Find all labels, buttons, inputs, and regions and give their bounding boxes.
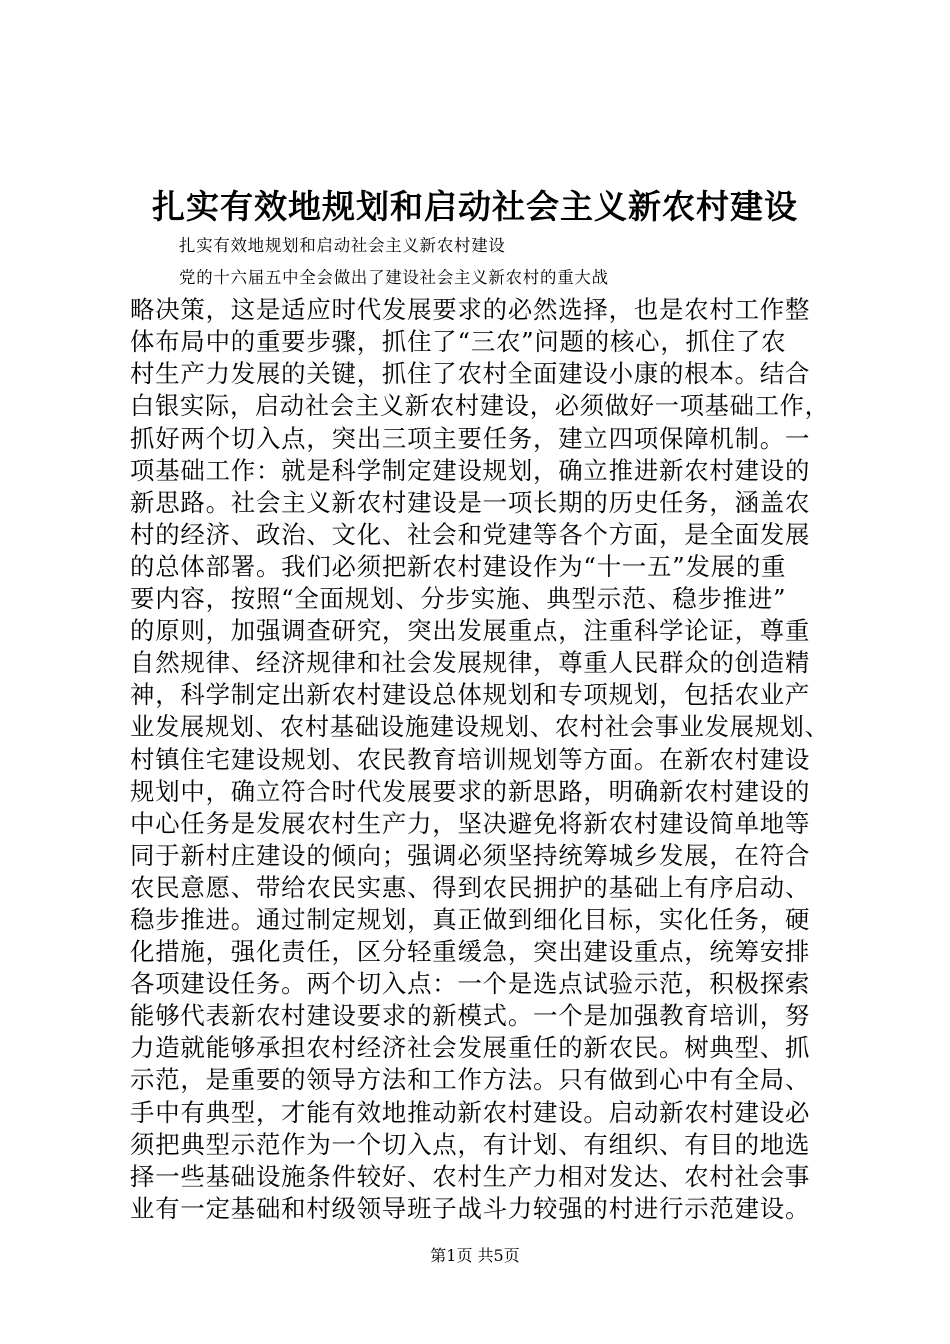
page-number-footer: 第1页 共5页 <box>430 1246 520 1265</box>
paragraph-line: 神，科学制定出新农村建设总体规划和专项规划，包括农业产 <box>130 680 811 710</box>
paragraph-line: 业有一定基础和村级领导班子战斗力较强的村进行示范建设。 <box>130 1193 811 1223</box>
paragraph-line: 手中有典型，才能有效地推动新农村建设。启动新农村建设必 <box>130 1097 811 1127</box>
paragraph-line: 能够代表新农村建设要求的新模式。一个是加强教育培训，努 <box>130 1001 811 1031</box>
paragraph-line: 的原则，加强调查研究，突出发展重点，注重科学论证，尊重 <box>130 616 811 646</box>
paragraph-line: 项基础工作：就是科学制定建设规划，确立推进新农村建设的 <box>130 455 811 485</box>
paragraph-line: 同于新村庄建设的倾向；强调必须坚持统筹城乡发展，在符合 <box>130 840 811 870</box>
paragraph-line: 须把典型示范作为一个切入点，有计划、有组织、有目的地选 <box>130 1129 811 1159</box>
paragraph-line: 农民意愿、带给农民实惠、得到农民拥护的基础上有序启动、 <box>130 872 811 902</box>
paragraph-line: 自然规律、经济规律和社会发展规律，尊重人民群众的创造精 <box>130 648 811 678</box>
paragraph-line: 规划中，确立符合时代发展要求的新思路，明确新农村建设的 <box>130 776 811 806</box>
paragraph-line: 略决策，这是适应时代发展要求的必然选择，也是农村工作整 <box>130 295 811 325</box>
paragraph-line: 村生产力发展的关键，抓住了农村全面建设小康的根本。结合 <box>130 359 811 389</box>
paragraph-line: 力造就能够承担农村经济社会发展重任的新农民。树典型、抓 <box>130 1033 811 1063</box>
paragraph-line: 业发展规划、农村基础设施建设规划、农村社会事业发展规划、 <box>130 713 830 742</box>
paragraph-line: 村的经济、政治、文化、社会和党建等各个方面，是全面发展 <box>130 519 811 549</box>
paragraph-line: 村镇住宅建设规划、农民教育培训规划等方面。在新农村建设 <box>130 744 811 774</box>
paragraph-line: 抓好两个切入点，突出三项主要任务，建立四项保障机制。一 <box>130 423 811 453</box>
paragraph-line: 示范，是重要的领导方法和工作方法。只有做到心中有全局、 <box>130 1065 811 1095</box>
paragraph-line: 要内容，按照“全面规划、分步实施、典型示范、稳步推进” <box>130 584 787 614</box>
paragraph-line: 各项建设任务。两个切入点：一个是选点试验示范，积极探索 <box>130 969 811 999</box>
paragraph-line: 的总体部署。我们必须把新农村建设作为“十一五”发展的重 <box>130 551 787 581</box>
paragraph-line: 体布局中的重要步骤，抓住了“三农”问题的核心，抓住了农 <box>130 327 787 357</box>
paragraph-line: 新思路。社会主义新农村建设是一项长期的历史任务，涵盖农 <box>130 487 811 517</box>
paragraph-line: 白银实际，启动社会主义新农村建设，必须做好一项基础工作， <box>130 392 830 421</box>
document-title: 扎实有效地规划和启动社会主义新农村建设 <box>152 187 798 226</box>
document-subtitle: 扎实有效地规划和启动社会主义新农村建设 <box>179 236 506 255</box>
paragraph-line: 择一些基础设施条件较好、农村生产力相对发达、农村社会事 <box>130 1161 811 1191</box>
document-body <box>130 230 830 1225</box>
paragraph-line: 稳步推进。通过制定规划，真正做到细化目标，实化任务，硬 <box>130 904 811 934</box>
paragraph-line: 中心任务是发展农村生产力，坚决避免将新农村建设简单地等 <box>130 808 811 838</box>
paragraph-line: 党的十六届五中全会做出了建设社会主义新农村的重大战 <box>179 268 609 288</box>
paragraph-line: 化措施，强化责任，区分轻重缓急，突出建设重点，统筹安排 <box>130 937 811 967</box>
